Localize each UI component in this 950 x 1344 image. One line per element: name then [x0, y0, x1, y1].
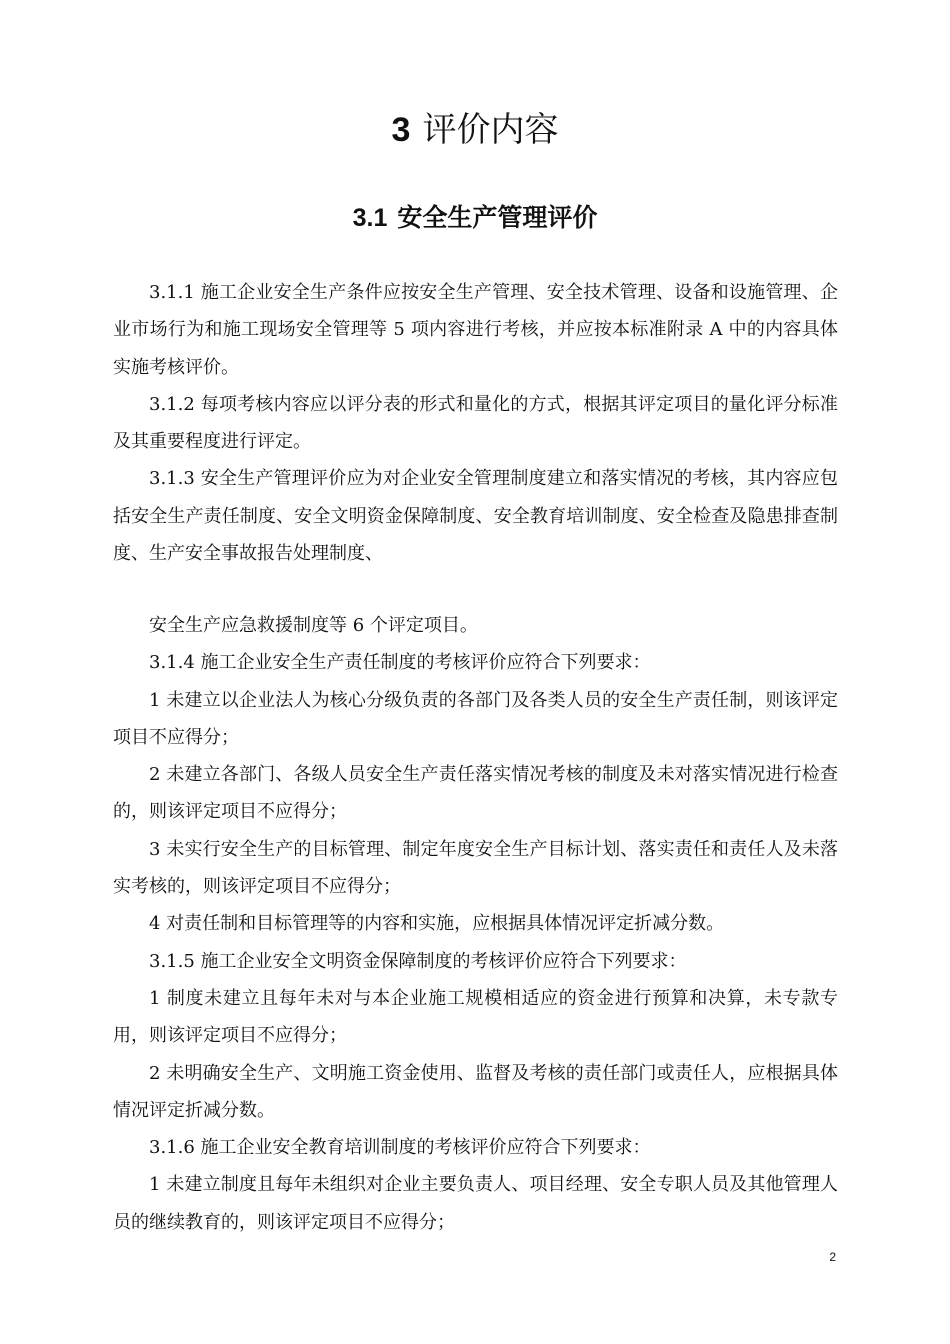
page-number: 2	[829, 1250, 836, 1264]
list-item-3-1-5-2: 2 未明确安全生产、文明施工资金使用、监督及考核的责任部门或责任人，应根据具体情况评定折减分数。	[113, 1062, 838, 1121]
chapter-title-text: 评价内容	[422, 110, 559, 150]
paragraph-3-1-3-continued: 安全生产应急救援制度等 6 个评定项目。	[149, 615, 478, 636]
paragraph-3-1-3: 3.1.3 安全生产管理评价应为对企业安全管理制度建立和落实情况的考核，其内容应包括安全生产责任制度、安全文明资金保障制度、安全教育培训制度、安全检查及隐患排查制度、生产安全事故报告处理制度、	[113, 468, 838, 565]
chapter-title	[0, 108, 950, 152]
body-text-block-1	[113, 274, 838, 572]
list-item-3-1-4-2: 2 未建立各部门、各级人员安全生产责任落实情况考核的制度及未对落实情况进行检查的，则该评定项目不应得分；	[113, 764, 838, 823]
section-title-text: 安全生产管理评价	[397, 203, 598, 232]
paragraph-3-1-1: 3.1.1 施工企业安全生产条件应按安全生产管理、安全技术管理、设备和设施管理、企业市场行为和施工现场安全管理等 5 项内容进行考核，并应按本标准附录 A 中的内容具体实施考核评价。	[113, 282, 838, 378]
section-title	[0, 200, 950, 236]
paragraph-3-1-5: 3.1.5 施工企业安全文明资金保障制度的考核评价应符合下列要求：	[149, 950, 687, 972]
list-item-3-1-5-1: 1 制度未建立且每年未对与本企业施工规模相适应的资金进行预算和决算，未专款专用，则该评定项目不应得分；	[113, 987, 838, 1047]
section-number: 3.1	[352, 204, 388, 232]
list-item-3-1-4-3: 3 未实行安全生产的目标管理、制定年度安全生产目标计划、落实责任和责任人及未落实考核的，则该评定项目不应得分；	[113, 838, 838, 898]
list-item-3-1-4-4: 4 对责任制和目标管理等的内容和实施，应根据具体情况评定折减分数。	[149, 913, 725, 935]
paragraph-3-1-2: 3.1.2 每项考核内容应以评分表的形式和量化的方式，根据其评定项目的量化评分标准及其重要程度进行评定。	[113, 393, 838, 453]
list-item-3-1-4-1: 1 未建立以企业法人为核心分级负责的各部门及各类人员的安全生产责任制，则该评定项目不应得分；	[113, 689, 838, 748]
paragraph-3-1-4: 3.1.4 施工企业安全生产责任制度的考核评价应符合下列要求：	[149, 652, 651, 674]
paragraph-3-1-6: 3.1.6 施工企业安全教育培训制度的考核评价应符合下列要求：	[149, 1137, 651, 1159]
list-item-3-1-6-1: 1 未建立制度且每年未组织对企业主要负责人、项目经理、安全专职人员及其他管理人员的继续教育的，则该评定项目不应得分；	[113, 1174, 838, 1233]
body-text-block-2	[113, 607, 838, 1241]
chapter-number: 3	[391, 111, 411, 149]
